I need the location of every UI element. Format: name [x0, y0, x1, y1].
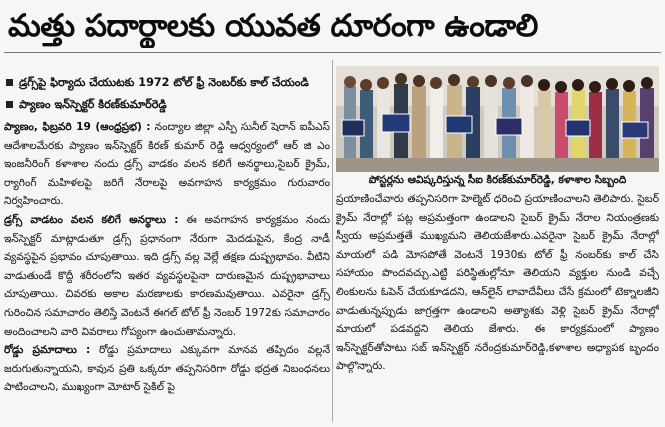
subhead-2	[4, 96, 329, 114]
divider	[4, 52, 661, 53]
article-body-right	[336, 190, 659, 425]
section-heading-road: రోడ్డు ప్రమాదాలు :	[4, 344, 91, 357]
paragraph-3-text: రోడ్డు ప్రమాదాలు ఎక్కువగా మానవ తప్పిదం వల్లనే జరుగుతున్నాయని, కావున ప్రతి ఒక్కరూ తప్పనిసరిగా రోడ్డు భద్రత నిబంధనలు పాటించాలని, ముఖ్యంగా మోటార్ సైకిల్ పై	[4, 344, 330, 394]
paragraph-2	[4, 211, 330, 341]
paragraph-2-text: ఈ అవగాహన కార్యక్రమం నందు ఇన్‌స్పెక్టర్ మాట్లాడుతూ డ్రగ్స్ ప్రధానంగా నేరుగా మెదడుపైన, కేంద్ర నాడీ వ్యవస్థపైన ప్రభావం చూపుతాయి. ఇది డ్రగ్స్ వల్ల వెల్లే తక్షణ దుష్ప్రభావం. వీటిని వాడుతుండే కొద్దీ శరీరంలోని ఇతర వ్యవస్థలపైనా దారుణమైన దుష్ప్రభావాలు చూపుతాయి. చివరకు అకాల మరణాలకు కారణమవుతాయి. ఎవరైనా డ్రగ్స్ గురించిన సమాచారం తెలిస్తే వెంటనే ఈగల్ టోల్ ఫ్రీ నెంబర్ 1972కు సమాచారం అందించాలని వారి వివరాలు గోప్యంగా ఉంచుతామన్నారు.	[4, 213, 330, 338]
paragraph-3	[4, 341, 330, 397]
news-photo	[336, 66, 659, 172]
bullet-square-icon	[6, 101, 13, 108]
photo-caption: పోస్టర్లను ఆవిష్కరిస్తున్న సీఐ కిరణ్‌కుమార్‌రెడ్డి, కళాశాల సిబ్బంది	[368, 174, 627, 186]
paragraph-1-text: నంద్యాల జిల్లా ఎస్పీ సునీల్ షెరాన్ ఐపీఎస్ ఆదేశాలమేరకు ప్యాణం ఇన్‌స్పెక్టర్ కిరణ్ కుమార్ రెడ్డి ఆధ్వర్యంలో ఆర్ జి ఎం ఇంజనీరింగ్ కళాశాల నందు డ్రగ్స్ వాడకం వలన కలిగే అనర్థాలు,సైబర్ క్రైమ్, ర్యాగింగ్ మహిళలపై జరిగే నేరాలపై అవగాహన కార్యక్రమం గురువారం నిర్వహించారు.	[4, 121, 330, 208]
subhead-1	[4, 74, 329, 92]
article-body-left	[4, 118, 330, 423]
section-heading-drugs: డ్రగ్స్ వాడటం వలన కలిగే అనర్థాలు :	[4, 213, 179, 226]
paragraph-1	[4, 118, 330, 211]
dateline: ప్యాణం, ఫిబ్రవరి 19 (ఆంధ్రప్రభ) :	[4, 121, 151, 133]
subhead-1-text: డ్రగ్స్‌పై ఫిర్యాదు చేయుటకు 1972 టోల్ ఫ్రీ నెంబర్‌కు కాల్ చేయండి	[19, 76, 309, 89]
photo-illustration	[336, 66, 659, 172]
subhead-2-text: ప్యాణం ఇన్‌స్పెక్టర్ కిరణ్‌కుమార్‌రెడ్డి	[19, 98, 167, 111]
headline: మత్తు పదార్థాలకు యువత దూరంగా ఉండాలి	[8, 8, 538, 44]
column-divider	[332, 60, 333, 422]
bullet-square-icon	[6, 79, 13, 86]
paragraph-4: ప్రయాణించేవారు తప్పనిసరిగా హెల్మెట్ ధరించి ప్రయాణించాలని తెలిపారు. సైబర్ క్రైమ్ నేరాల్లో పట్ల అప్రమత్తంగా ఉండాలని సైబర్ క్రైమ్ నేరాల నియంత్రణకు స్వీయ అప్రమత్తతే ముఖ్యమని తెలియజేశారు.ఎవరైనా సైబర్ క్రైమ్ నేరాల్లో మాయలో పడి మోసపోతే వెంటనే 1930కు టోల్ ఫ్రీ నంబర్‌కు కాల్ చేసి సహాయం పొందవచ్చు.ఎట్టి పరిస్థితుల్లోనూ తెలియని వ్యక్తుల నుండి వచ్చే లింకులను ఓపెన్ చేయకూడదని, ఆన్‌లైన్ లావాదేవీలు చేసే క్రమంలో టెక్నాలజీని వాడుతున్నప్పుడు జాగ్రత్తగా ఉండాలని అత్యాశకు వెళ్లి సైబర్ క్రైమ్ నేరాల్లో మాయలో పడవద్దని తెలియ జేశారు. ఈ కార్యక్రమంలో ప్యాణం ఇన్‌స్పెక్టర్‌తోపాటు సబ్ ఇన్‌స్పెక్టర్ నరేంద్రకుమార్‌రెడ్డి,కళాశాల అధ్యాపక బృందం పాల్గొన్నారు.	[336, 193, 659, 373]
